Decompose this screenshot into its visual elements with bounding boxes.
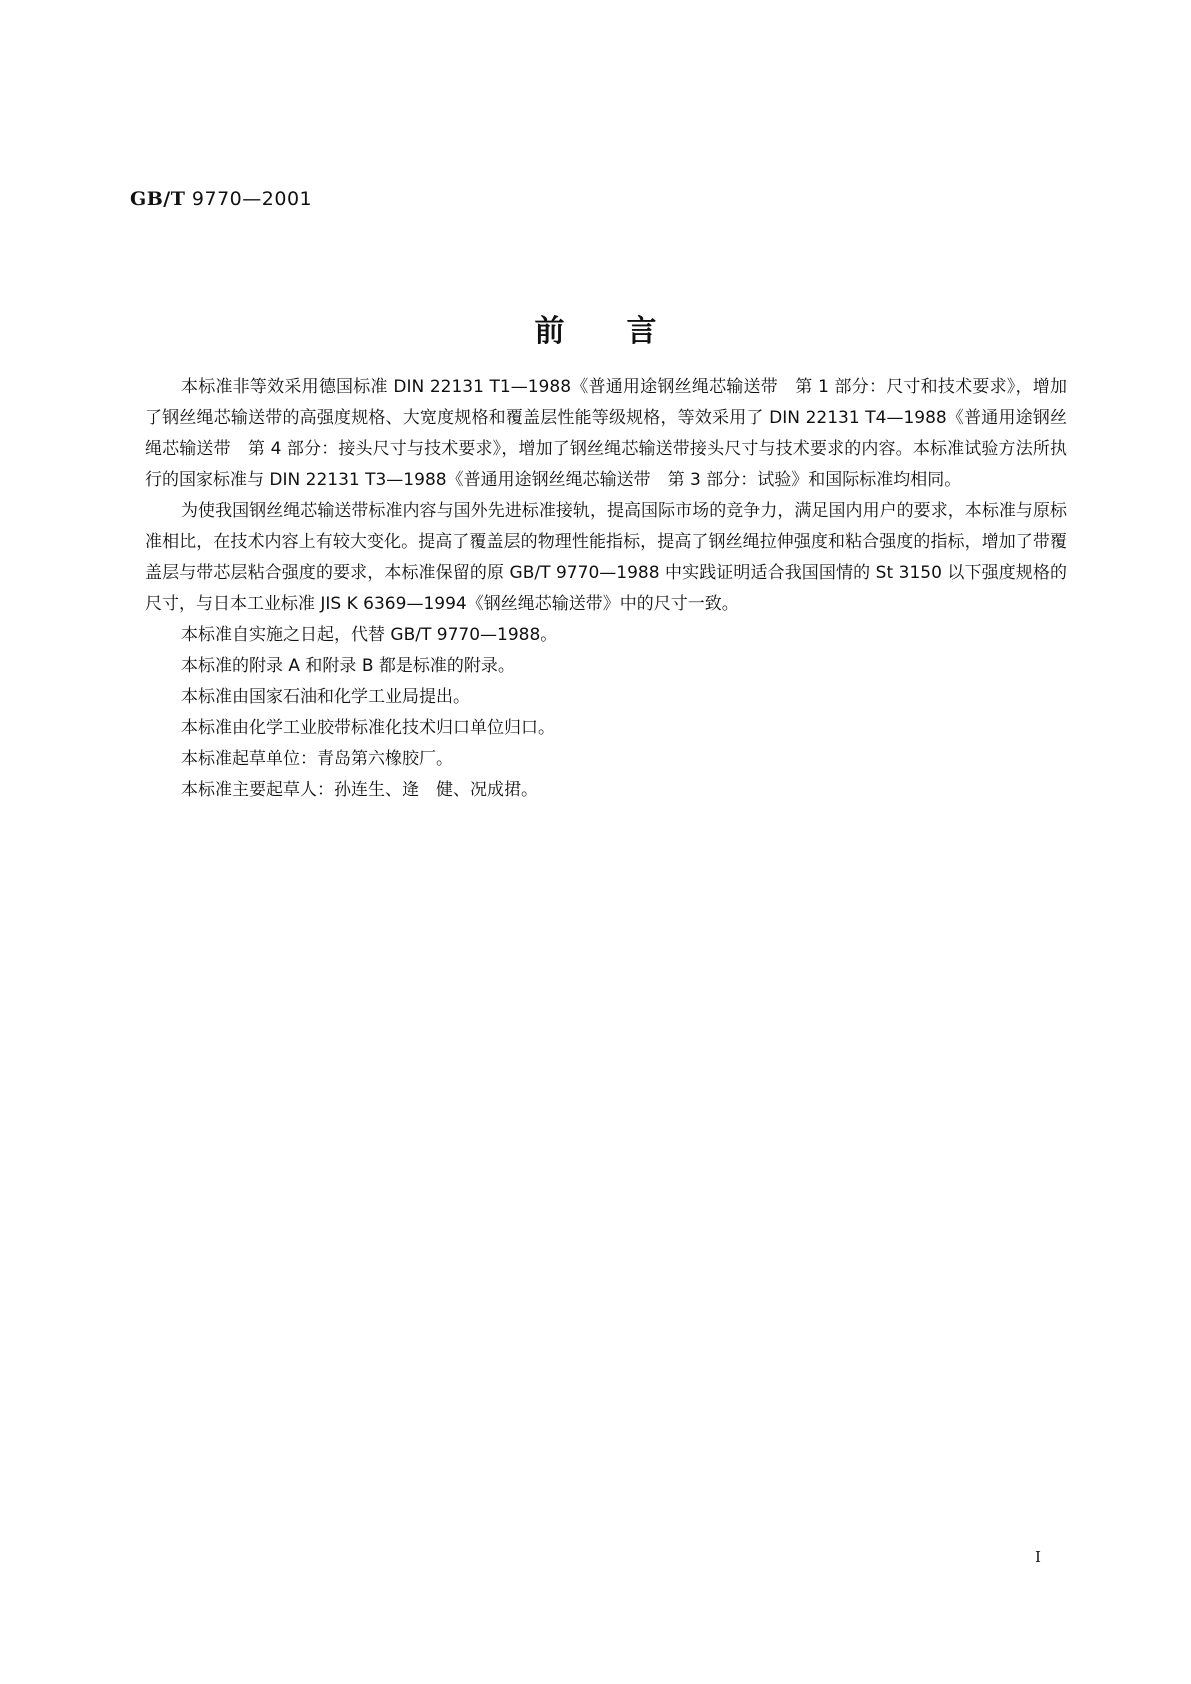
standard-code: 9770—2001 — [185, 188, 313, 210]
paragraph: 本标准由化学工业胶带标准化技术归口单位归口。 — [181, 718, 555, 738]
standard-prefix: GB/T — [130, 188, 186, 210]
page-number: I — [1035, 1548, 1041, 1566]
paragraph: 本标准自实施之日起，代替 GB/T 9770—1988。 — [181, 625, 558, 645]
paragraph: 为使我国钢丝绳芯输送带标准内容与国外先进标准接轨，提高国际市场的竞争力，满足国内用户的要求，本标准与原标准相比，在技术内容上有较大变化。提高了覆盖层的物理性能指标，提高了钢丝绳拉伸强度和粘合强度的指标，增加了带覆盖层与带芯层粘合强度的要求，本标准保留的原 GB/T 9770—1988 中实践证明适合我国国情的 St 3150 以下强度规格的尺寸，与日本工业标准 JIS K 6369—1994《钢丝绳芯输送带》中的尺寸一致。 — [145, 501, 1067, 614]
paragraph: 本标准主要起草人：孙连生、逄 健、况成捃。 — [181, 780, 538, 800]
paragraph: 本标准由国家石油和化学工业局提出。 — [181, 687, 470, 707]
paragraph: 本标准非等效采用德国标准 DIN 22131 T1—1988《普通用途钢丝绳芯输送带 第 1 部分：尺寸和技术要求》，增加了钢丝绳芯输送带的高强度规格、大宽度规格和覆盖层性能等级规格，等效采用了 DIN 22131 T4—1988《普通用途钢丝绳芯输送带 第 4 部分：接头尺寸与技术要求》，增加了钢丝绳芯输送带接头尺寸与技术要求的内容。本标准试验方法所执行的国家标准与 DIN 22131 T3—1988《普通用途钢丝绳芯输送带 第 3 部分：试验》和国际标准均相同。 — [145, 377, 1067, 490]
foreword-body — [145, 372, 1067, 806]
standard-number — [130, 188, 312, 210]
paragraph: 本标准的附录 A 和附录 B 都是标准的附录。 — [181, 656, 515, 676]
page-title: 前言 — [534, 314, 719, 349]
paragraph: 本标准起草单位：青岛第六橡胶厂。 — [181, 749, 453, 769]
